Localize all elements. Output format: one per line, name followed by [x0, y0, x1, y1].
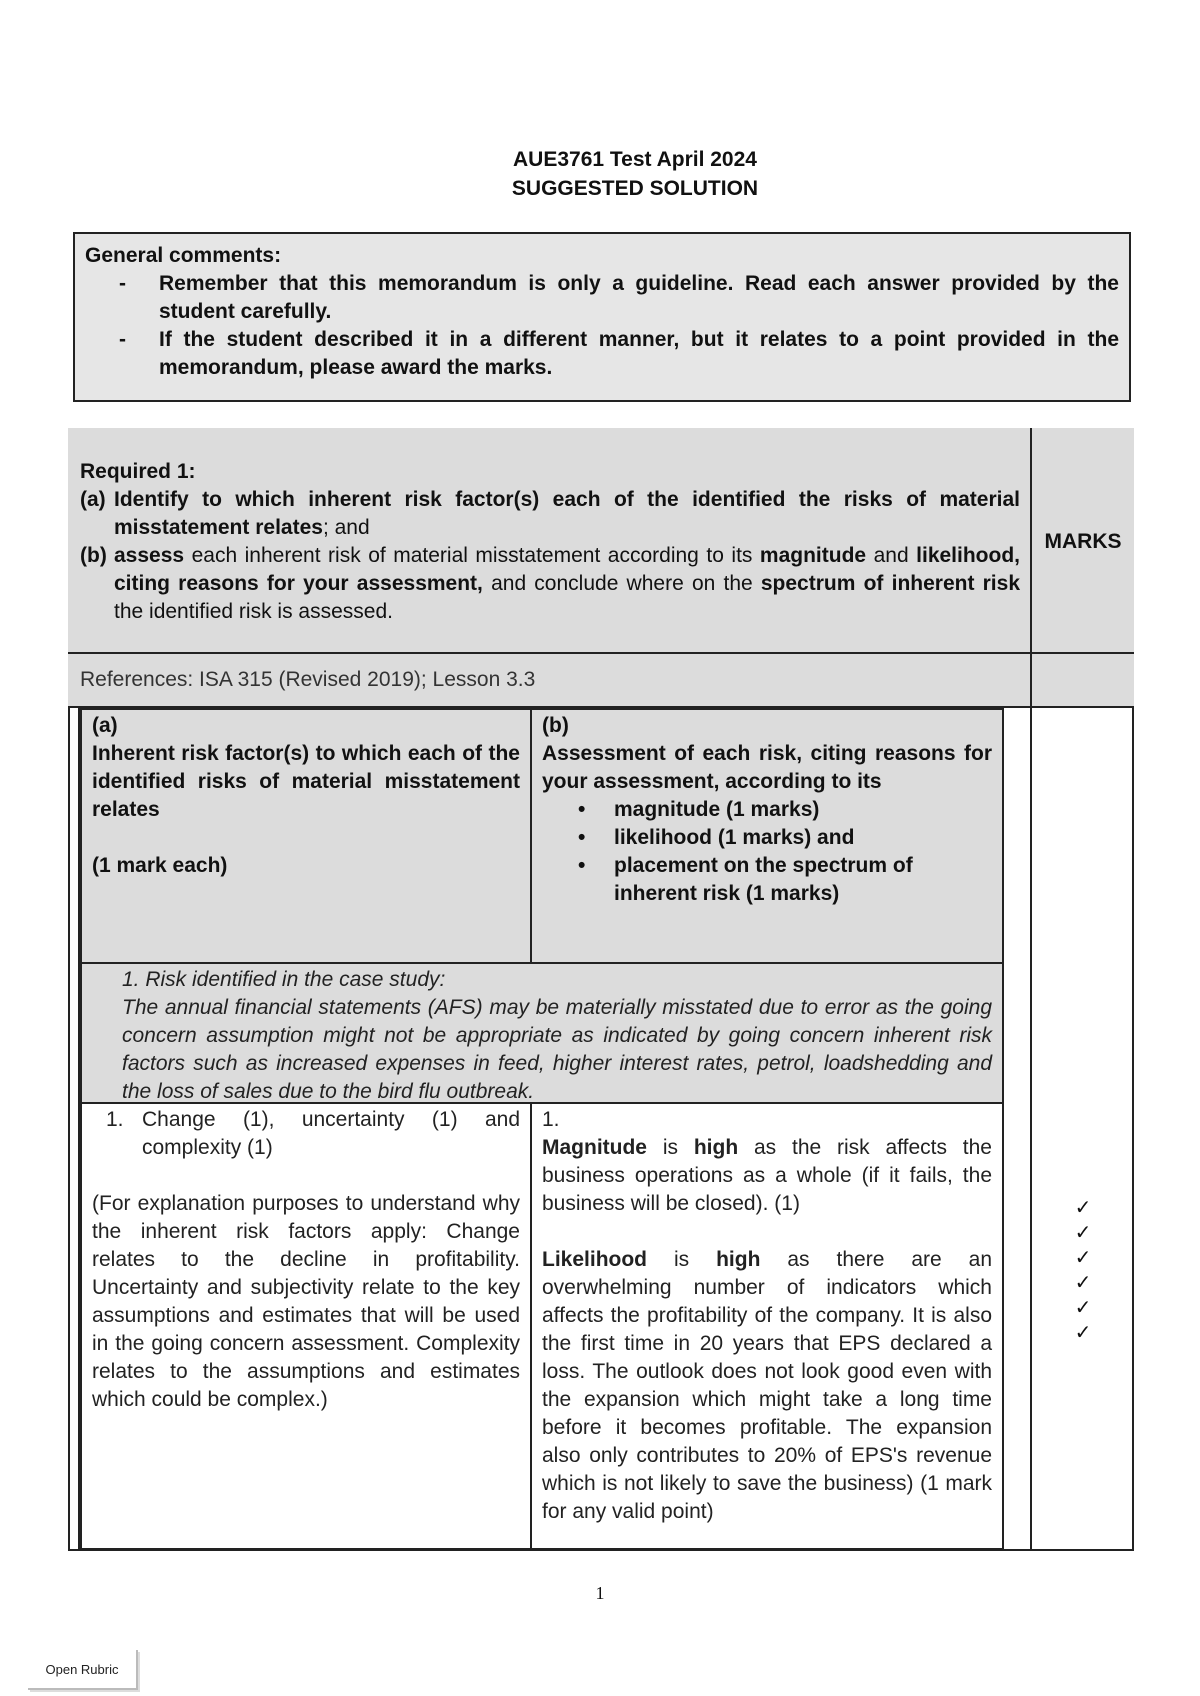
comment-text: If the student described it in a different manner, but it relates to a point provided in the memorandum, please award the marks.: [159, 328, 1119, 379]
title-line-2: SUGGESTED SOLUTION: [511, 177, 759, 200]
list-item: [85, 326, 1119, 382]
required-a-rest: ; and: [322, 516, 370, 539]
list-item: [542, 824, 992, 852]
dash-bullet: -: [119, 328, 126, 351]
answer-b-number: 1.: [542, 1108, 560, 1131]
likelihood-text: as there are an overwhelming number of indicators which affects the profitability of the company. It is also the first time in 20 years that EPS declared a loss. The outlook does not look good even with the expansion which might take a long time before it becomes profitable. The expansion also only contributes to 20% of EPS's revenue which is not likely to save the business) (1 mark for any valid point): [542, 1248, 993, 1523]
risk-text: The annual financial statements (AFS) may be materially misstated due to error as the going concern assumption might not be appropriate as indicated by going concern inherent risk factors such as increased expenses in feed, higher interest rates, petrol, loadshedding and the loss of sales due to the bird flu outbreak.: [122, 996, 992, 1103]
required-b-text: the identified risk is assessed.: [114, 600, 393, 623]
left-border-column: [70, 708, 80, 1549]
references-marks-cell: [1032, 654, 1134, 708]
bullet-text: placement on the spectrum of inherent risk (1 marks): [614, 854, 913, 905]
dash-bullet: -: [119, 272, 126, 295]
bullet-text: likelihood (1 marks) and: [614, 826, 855, 849]
marks-header: MARKS: [1032, 428, 1134, 654]
required-header: [68, 428, 1032, 654]
required-b-text: and conclude where on the: [482, 572, 761, 595]
required-b: [80, 542, 1020, 626]
answer-b-likelihood: [542, 1246, 992, 1526]
column-b-label: (b): [542, 714, 569, 737]
column-a-label: (a): [92, 714, 118, 737]
answer-a-number: 1.: [106, 1108, 124, 1131]
required-b-text: likelihood, citing reasons for your assessment,: [114, 544, 1020, 595]
bullet-icon: •: [578, 826, 586, 849]
list-item: [542, 796, 992, 824]
page-number: 1: [595, 1583, 605, 1603]
answer-a-text: Change (1), uncertainty (1) and complexity (1): [142, 1108, 520, 1159]
required-b-text: assess: [114, 544, 185, 567]
risk-heading: 1. Risk identified in the case study:: [122, 968, 446, 991]
column-b-header: [530, 708, 1004, 964]
risk-identified-row: [80, 962, 1004, 1104]
references-row: References: ISA 315 (Revised 2019); Lesson 3.3: [68, 654, 1032, 708]
marks-ticks: [1032, 1196, 1134, 1346]
bullet-icon: •: [578, 798, 586, 821]
check-icon: ✓: [1074, 1247, 1092, 1269]
bullet-icon: •: [578, 854, 586, 877]
answer-b-cell: [530, 1102, 1004, 1550]
answer-a-cell: [80, 1102, 532, 1550]
check-icon: ✓: [1074, 1197, 1092, 1219]
answer-b-magnitude: [542, 1134, 992, 1218]
answer-a-main: [92, 1106, 520, 1162]
check-icon: ✓: [1074, 1297, 1092, 1319]
text: is: [647, 1248, 717, 1271]
title-line-1: AUE3761 Test April 2024: [513, 148, 757, 171]
required-a-bold: Identify to which inherent risk factor(s) each of the identified the risks of material misstatement relates: [114, 488, 1020, 539]
likelihood-label: Likelihood: [542, 1248, 647, 1271]
text: is: [647, 1136, 694, 1159]
general-comments-list: [85, 270, 1119, 382]
required-b-text: spectrum of inherent risk: [760, 572, 1021, 595]
comment-text: Remember that this memorandum is only a guideline. Read each answer provided by the student carefully.: [159, 272, 1119, 323]
open-rubric-tag: Open Rubric: [28, 1650, 138, 1690]
marks-column-divider: [1030, 708, 1032, 1550]
check-icon: ✓: [1074, 1322, 1092, 1344]
answer-a-explanation: (For explanation purposes to understand why the inherent risk factors apply: Change relates to the decline in profitability. Uncertainty and subjectivity relate to the key assumptions and estimates that will be used in the going concern assessment. Complexity relates to the assumptions and estimates which could be complex.): [92, 1192, 520, 1411]
required-title: Required 1:: [80, 460, 196, 483]
required-a-label: (a): [80, 488, 106, 511]
list-item: [542, 852, 992, 908]
required-a: [80, 486, 1020, 542]
check-icon: ✓: [1074, 1272, 1092, 1294]
likelihood-value: high: [716, 1248, 761, 1271]
column-a-text: Inherent risk factor(s) to which each of the identified risks of material misstatement relates: [92, 742, 520, 821]
required-b-text: and: [866, 544, 917, 567]
check-icon: ✓: [1074, 1222, 1092, 1244]
required-b-text: each inherent risk of material misstatement according to its: [184, 544, 760, 567]
list-item: [85, 270, 1119, 326]
general-comments-box: [73, 232, 1131, 402]
bullet-text: magnitude (1 marks): [614, 798, 820, 821]
required-b-label: (b): [80, 544, 107, 567]
column-a-header: [80, 708, 532, 964]
column-a-marks: (1 mark each): [92, 854, 228, 877]
column-b-bullets: [542, 796, 992, 908]
magnitude-value: high: [693, 1136, 739, 1159]
magnitude-text: as the risk affects the business operations as a whole (if it fails, the business will be closed). (1): [542, 1136, 992, 1215]
column-b-text: Assessment of each risk, citing reasons for your assessment, according to its: [542, 742, 992, 793]
general-comments-heading: General comments:: [85, 244, 282, 267]
magnitude-label: Magnitude: [542, 1136, 647, 1159]
required-b-text: magnitude: [759, 544, 867, 567]
page-title: [0, 145, 1200, 203]
